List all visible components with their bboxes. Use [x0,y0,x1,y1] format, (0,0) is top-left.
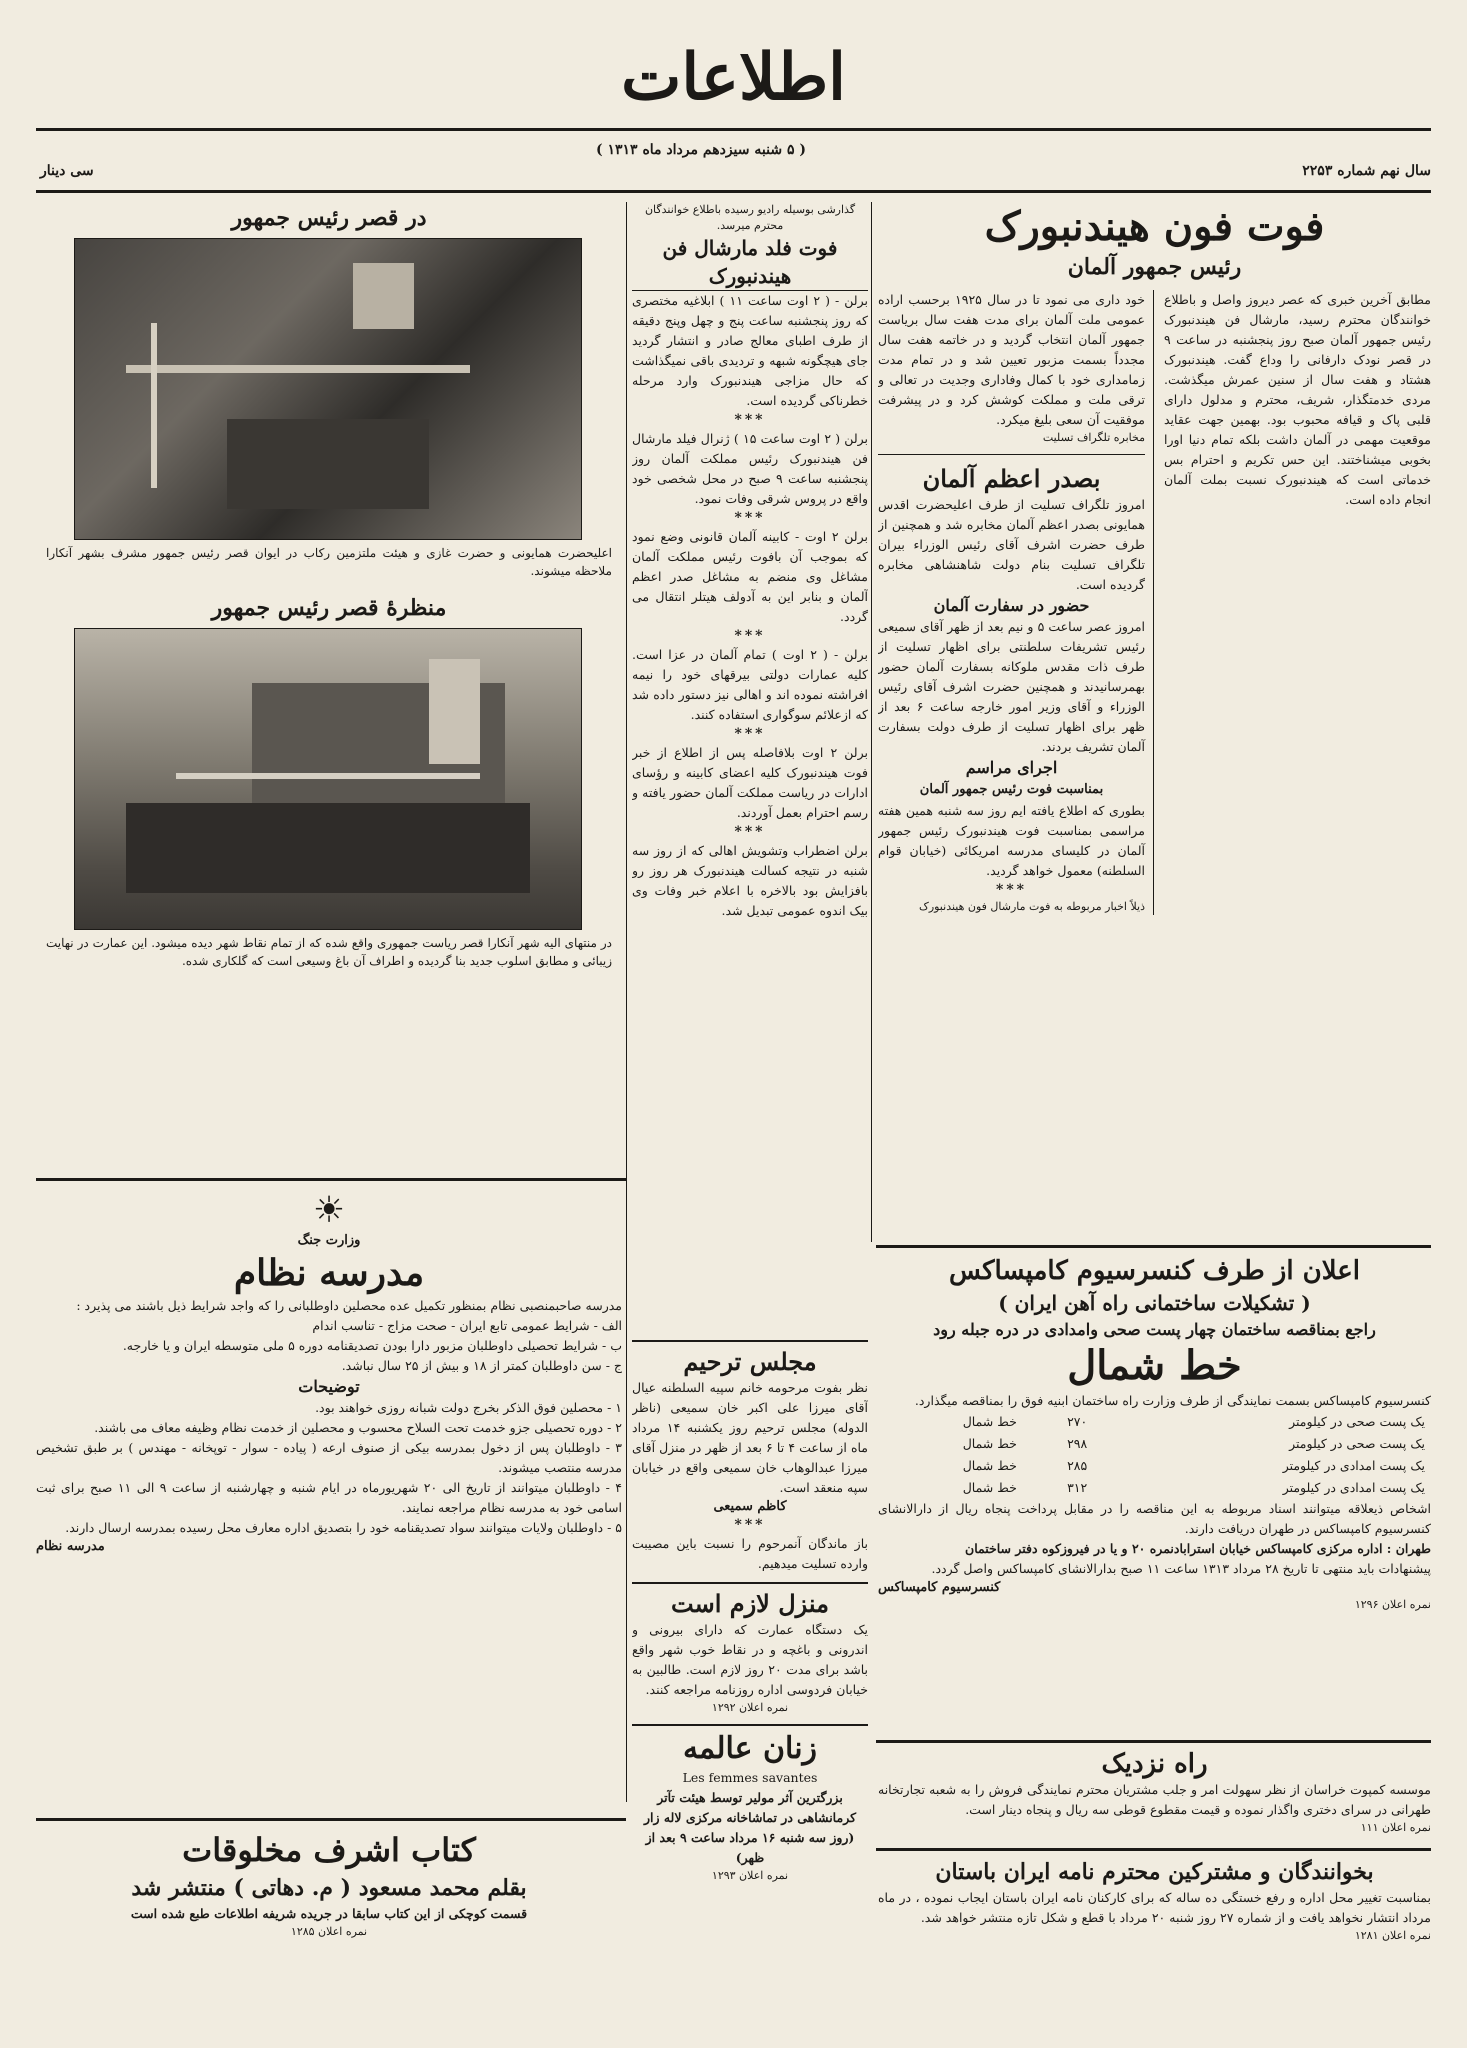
table-cell: خط شمال [962,1458,1017,1473]
radio-news-column [632,202,868,1332]
table-row [878,1477,1431,1499]
women-heading: زنان عالمه [682,1731,818,1766]
table-row [878,1411,1431,1433]
table-cell: ۲۹۸ [1067,1436,1088,1451]
issue-number: سال نهم شماره ۲۲۵۳ [1302,163,1431,179]
table-row [878,1433,1431,1455]
newspaper-page [36,30,1431,2020]
radio-paragraph: برلن ( ۲ اوت ساعت ۱۵ ) ژنرال فیلد مارشال فن هیندنبورک رئیس مملکت آلمان روز پنجشنبه ساعت ۹ صبح در محل شخصی خود واقع در پروس شرقی وفات نمود. [632,431,868,506]
road-notice: نمره اعلان ۱۱۱ [1360,1821,1431,1834]
palace-building-photo [74,628,582,930]
kampsax-notice: نمره اعلان ۱۲۹۶ [1354,1598,1431,1611]
military-notes-heading: توضیحات [298,1377,360,1396]
kampsax-body: کنسرسیوم کامپساکس بسمت نمایندگی از طرف وزارت راه ساختمان ابنیه فوق را بمناقصه میگذارد. [914,1393,1431,1408]
kampsax-table [878,1411,1431,1499]
military-note: ۳ - داوطلبان پس از دخول بمدرسه بیکی از صنوف ارعه ( پیاده - سوار - توپخانه - مهندس ) بر طبق تشخیص مدرسه منتصب میشوند. [36,1440,622,1475]
ministry-label: وزارت جنگ [297,1233,361,1248]
table-cell: ۳۱۲ [1067,1480,1088,1495]
readers-heading: بخوانندگان و مشترکین محترم نامه ایران باستان [935,1859,1374,1885]
radio-paragraph: برلن - ( ۲ اوت ) تمام آلمان در عزا است. کلیه عمارات دولتی بیرقهای خود را نیمه افراشته نموده اند و اهالی نیز دستور داده شد که ازعلائم سوگواری استفاده کنند. [632,647,868,722]
chancellor-footer: ذیلاً اخبار مربوطه به فوت مارشال فون هیندنبورک [918,900,1145,913]
hindenburg-article [878,202,1431,1242]
palace-title-1: در قصر رئیس جمهور [231,205,427,231]
kampsax-address: طهران : اداره مرکزی کامپساکس خیابان استرابادنمره ۲۰ و یا در فیروزکوه دفتر ساختمان [965,1541,1431,1556]
section-rule [876,1245,1431,1248]
kampsax-sign: کنسرسیوم کامپساکس [878,1580,1001,1595]
separator-stars: *** [734,412,766,428]
radio-paragraph: برلن - ( ۲ اوت ساعت ۱۱ ) ابلاغیه مختصری که روز پنجشنبه ساعت پنج و چهل وپنج دقیقه از طرف اطبای معالج صادر و انتشار گردید جای هیچگونه شبهه و تردیدی باقی نمیگذاشت که حال مزاجی هیندنبورک وارد مرحله خطرناکی گردیده است. [632,293,868,408]
women-ad [632,1724,868,1884]
section-rule [36,1178,626,1181]
palace-balcony-photo [74,238,582,540]
readers-body: بمناسبت تغییر محل اداره و رفع خستگی ده ساله که برای کارکنان نامه ایران باستان ایجاب نموده ، در ماه مرداد انتشار نخواهد یافت و از شماره ۲۷ روز شنبه ۲۰ مرداد با قطع و شکل تازه منتشر خواهد شد. [878,1890,1431,1925]
issue-price: سی دینار [40,163,94,179]
section-rule [876,1848,1431,1851]
separator-stars: *** [996,882,1027,898]
book-body: قسمت کوچکی از این کتاب سابقا در جریده شریفه اطلاعات طبع شده است [130,1906,528,1921]
ceremony-subhead: بمناسبت فوت رئیس جمهور آلمان [919,782,1104,797]
hindenburg-headline: فوت فون هیندنبورک [984,203,1325,250]
book-ad [36,1828,622,1998]
kampsax-details: اشخاص ذیعلاقه میتوانند اسناد مربوطه به این مناقصه را در مقابل پرداخت پنجاه ریال از دارالانشای کنسرسیوم کامپساکس در طهران دریافت دارند. [878,1501,1431,1536]
palace-caption-2: در منتهای الیه شهر آنکارا قصر ریاست جمهوری واقع شده که از تمام نقاط شهر دیده میشود. این عمارت در نهایت زیبائی و مطابق اسلوب جدید بنا گردیده و اطراف آن باغ وسیعی است که گلکاری شده. [46,936,612,968]
separator-stars: *** [734,510,766,526]
table-cell: یک پست امدادی در کیلومتر [1282,1480,1425,1495]
military-heading: مدرسه نظام [233,1252,425,1294]
women-latin: Les femmes savantes [682,1770,818,1785]
hindenburg-subhead: رئیس جمهور آلمان [1067,254,1242,280]
road-ad [878,1748,1431,1843]
military-condition: الف - شرایط عمومی تابع ایران - صحت مزاج - تناسب اندام [312,1318,622,1333]
military-note: ۲ - دوره تحصیلی جزو خدمت تحت السلاح محسوب و محصلین از خدمت نظام وظیفه معاف می باشند. [94,1420,622,1435]
military-note: ۴ - داوطلبان میتوانند از تاریخ الی ۲۰ شهریورماه در ایام شنبه و چهارشنبه از ساعت ۹ الی ۱۱ صبح برای ثبت اسامی خود به مدرسه نظام مراجعه نمایند. [36,1480,622,1515]
lion-sun-emblem-icon: ☀ [312,1189,346,1231]
embassy-heading: حضور در سفارت آلمان [933,596,1090,615]
dateline [36,130,1431,190]
embassy-body: امروز عصر ساعت ۵ و نیم بعد از ظهر آقای سمیعی رئیس تشریفات سلطنتی برای اظهار تسلیت از طرف ذات مقدس ملوکانه بسفارت آلمان حضور بهمرسانیدند و همچنین حضرت اشرف آقای رئیس الوزراء و آقای وزیر امور خارجه ساعت ۶ بعد از ظهر برای اظهار تسلیت از طرف دولت بسفارت آلمان تشریف بردند. [878,619,1145,754]
column-divider [626,202,627,1802]
majlis-thanks: باز ماندگان آنمرحوم را نسبت باین مصیبت وارده تسلیت میدهیم. [632,1536,868,1571]
radio-paragraph: برلن اضطراب وتشویش اهالی که از روز سه شنبه در نتیجه کسالت هیندنبورک هر روز رو بافزایش بود بالاخره با اعلام خبر وفات وی بیک اندوه عمومی تبدیل شد. [632,843,868,918]
road-heading: راه نزدیک [1101,1749,1208,1779]
table-cell: یک پست امدادی در کیلومتر [1282,1458,1425,1473]
radio-paragraph: برلن ۲ اوت بلافاصله پس از اطلاع از خبر فوت هیندنبورک کلیه اعضای کابینه و رؤسای ادارات در ریاست مملکت آلمان حضور یافته و رسم احترام بعمل آوردند. [632,745,868,820]
hindenburg-col-right [1164,290,1431,915]
radio-intro: گذارشی بوسیله رادیو رسیده باطلاع خوانندگان محترم میرسد. [644,203,856,232]
readers-notice: نمره اعلان ۱۲۸۱ [1354,1929,1431,1942]
chancellor-body: امروز تلگراف تسلیت از طرف اعلیحضرت اقدس همایونی بصدر اعظم آلمان مخابره شد و همچنین از طرف حضرت اشرف آقای رئیس الوزراء بیران تلگراف تسلیت بنام دولت شاهنشاهی مخابره گردیده است. [878,497,1145,592]
military-condition: ج - سن داوطلبان کمتر از ۱۸ و بیش از ۲۵ سال نباشد. [341,1358,622,1373]
separator-stars: *** [734,726,766,742]
majlis-notice [632,1340,868,1574]
women-notice: نمره اعلان ۱۲۹۳ [711,1869,789,1882]
kampsax-deadline: پیشنهادات باید منتهی تا تاریخ ۲۸ مرداد ۱۳۱۳ ساعت ۱۱ صبح بدارالانشای کامپساکس واصل گردد. [931,1561,1431,1576]
separator-stars: *** [734,1517,766,1533]
hindenburg-body-right: مطابق آخرین خبری که عصر دیروز واصل و باطلاع خوانندگان محترم رسید، مارشال فن هیندنبورک رئیس جمهور آلمان صبح روز پنجشنبه در ساعت ۹ در قصر نودک دارفانی را وداع گفت. هیندنبورک هشتاد و هفت سال از سنین عمرش میگذشت. مردی خدمتگذار، شریف، محترم و مدلول دارای قلبی پاک و قیافه محبوب بود. بهمین جهت عقاید موقعیت مهمی در آلمان داشت بلکه تمام دنیا اورا بخوبی میشناختند. این حس تکریم و احترام بس خدماتی است که هیندنبورک نسبت بملت آلمان انجام داده است. [1164,292,1431,507]
dateline-rule [36,190,1431,193]
road-body: موسسه کمپوت خراسان از نظر سهولت امر و جلب مشتریان محترم نمایندگی فروش را به شعبه تجارتخانه طهرانی در سرای دختری واگذار نموده و قیمت مقطوع قوطی سه ریال و پنجاه دینار است. [878,1782,1431,1817]
book-heading: کتاب اشرف مخلوقات [182,1831,476,1869]
section-rule [36,1818,626,1821]
house-body: یک دستگاه عمارت که دارای بیرونی و اندرونی و باغچه و در نقاط خوب شهر واقع باشد برای مدت ۲۰ روز لازم است. طالبین به خیابان فردوسی اداره روزنامه مراجعه کنند. [632,1622,868,1697]
middle-ads [632,1340,868,2010]
table-cell: یک پست صحی در کیلومتر [1289,1436,1425,1451]
book-notice: نمره اعلان ۱۲۸۵ [290,1925,368,1938]
kampsax-heading: اعلان از طرف کنسرسیوم کامپساکس [949,1256,1360,1286]
kampsax-big: خط شمال [1067,1342,1242,1389]
issue-date: ( ۵ شنبه سیزدهم مرداد ماه ۱۳۱۳ ) [596,142,806,158]
chancellor-heading: بصدر اعظم آلمان [922,464,1101,493]
military-note: ۱ - محصلین فوق الذکر بخرج دولت شبانه روزی خواهند بود. [315,1400,622,1415]
palace-caption-1: اعلیحضرت همایونی و حضرت غازی و هیئت ملتزمین رکاب در ایوان قصر رئیس جمهور مشرف بشهر آنکارا ملاحظه میشوند. [46,546,612,578]
military-condition: ب - شرایط تحصیلی داوطلبان مزبور دارا بودن تصدیقنامه دوره ۵ ملی متوسطه ایران و یا خارجه. [122,1338,622,1353]
table-row [878,1455,1431,1477]
readers-ad [878,1856,1431,1996]
separator-stars: *** [734,628,766,644]
military-sign: مدرسه نظام [36,1539,105,1554]
radio-headline: فوت فلد مارشال فن هیندنبورک [632,234,868,291]
table-cell: ۲۷۰ [1067,1414,1088,1429]
kampsax-ad [878,1255,1431,1730]
hindenburg-body-left: خود داری می نمود تا در سال ۱۹۲۵ برحسب اراده عمومی ملت آلمان برای مدت هفت سال بریاست جمهور آلمان انتخاب گردید و در خاتمه هفت سال مجدداً بسمت مزبور تعیین شد و در تمام مدت زمامداری خود با کمال وفاداری وجدیت در تعالی و ترقی ملت و مملکت کوشش کرد و در پیشرفت موفقیت آن سعی بلیغ میکرد. [878,292,1145,427]
hindenburg-col-left [878,290,1154,915]
table-cell: خط شمال [962,1414,1017,1429]
military-school-ad [36,1188,622,1776]
table-cell: ۲۸۵ [1067,1458,1088,1473]
kampsax-line: راجع بمناقصه ساختمان چهار پست صحی وامدادی در دره جبله رود [933,1320,1376,1339]
majlis-sign: کاظم سمیعی [713,1499,787,1514]
military-note: ۵ - داوطلبان ولایات میتوانند سواد تصدیقنامه خود را بتصدیق اداره معارف محل رسیده بمدرسه ارسال دارند. [65,1520,622,1535]
military-intro: مدرسه صاحبمنصبی نظام بمنظور تکمیل عده محصلین داوطلبانی را که واجد شرایط ذیل باشند می پذیرد : [76,1298,622,1313]
majlis-body: نظر بفوت مرحومه خانم سپیه السلطنه عیال آقای میرزا علی اکبر خان سمیعی (ناظر الدوله) مجلس ترحیم روز یکشنبه ۱۴ مرداد ماه از ساعت ۴ تا ۶ بعد از ظهر در منزل آقای میرزا عبدالوهاب خان سمیعی واقع در خیابان سپه منعقد است. [632,1380,868,1495]
palace-section [36,202,622,1202]
majlis-heading: مجلس ترحیم [683,1347,817,1376]
kampsax-subhead: ( تشکیلات ساختمانی راه آهن ایران ) [998,1291,1311,1315]
masthead-title: اطلاعات [621,40,846,115]
house-ad [632,1582,868,1716]
table-cell: خط شمال [962,1480,1017,1495]
book-author: بقلم محمد مسعود ( م. دهاتی ) منتشر شد [131,1875,527,1901]
hindenburg-credit: مخابره تلگراف تسلیت [1042,431,1145,444]
table-cell: خط شمال [962,1436,1017,1451]
table-cell: یک پست صحی در کیلومتر [1289,1414,1425,1429]
ceremony-heading: اجرای مراسم [965,758,1058,777]
separator-stars: *** [734,824,766,840]
section-rule [876,1740,1431,1743]
house-notice: نمره اعلان ۱۲۹۲ [711,1701,789,1714]
house-heading: منزل لازم است [671,1589,829,1618]
radio-paragraph: برلن ۲ اوت - کابینه آلمان قانونی وضع نمود که بموجب آن بافوت رئیس مملکت آلمان مشاغل وی منضم به مشاغل صدر اعظم آلمان و بنابر این به آدولف هیتلر انتقال می گردد. [632,529,868,624]
women-body: بزرگترین آثر مولیر توسط هیئت تآتر کرمانشاهی در تماشاخانه مرکزی لاله زار (روز سه شنبه ۱۶ مرداد ساعت ۹ بعد از ظهر) [643,1790,857,1865]
ceremony-body: بطوری که اطلاع یافته ایم روز سه شنبه همین هفته مراسمی بمناسبت فوت هیندنبورک رئیس جمهور آلمان در کلیسای مدرسه امریکائی (خیابان قوام السلطنه) معمول خواهد گردید. [878,803,1145,878]
palace-title-2: منظرهٔ قصر رئیس جمهور [211,595,447,621]
column-divider [871,202,872,1242]
